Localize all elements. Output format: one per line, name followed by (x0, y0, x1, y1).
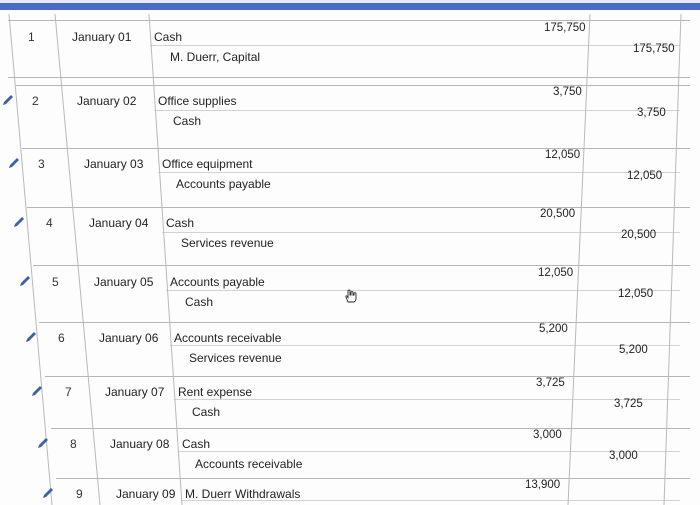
entry-number: 5 (52, 275, 59, 289)
entry-date[interactable]: January 05 (94, 275, 154, 289)
edit-pencil-icon[interactable] (2, 94, 14, 106)
edit-pencil-icon[interactable] (31, 385, 43, 397)
credit-account[interactable]: Services revenue (189, 351, 282, 365)
debit-amount[interactable]: 13,900 (525, 479, 561, 491)
credit-amount[interactable]: 5,200 (619, 344, 648, 356)
debit-account[interactable]: Cash (166, 216, 195, 230)
credit-account[interactable]: Cash (185, 295, 214, 309)
debit-amount[interactable]: 12,050 (538, 267, 574, 279)
entry-date[interactable]: January 04 (89, 216, 149, 230)
entry-date[interactable]: January 09 (116, 487, 176, 501)
credit-amount[interactable]: 3,750 (637, 107, 666, 119)
debit-amount[interactable]: 3,725 (536, 377, 565, 389)
entry-date[interactable]: January 06 (99, 331, 159, 345)
entry-date[interactable]: January 07 (105, 385, 165, 399)
entry-date[interactable]: January 08 (110, 437, 170, 451)
debit-amount[interactable]: 20,500 (540, 208, 576, 220)
entry-number: 7 (65, 385, 72, 399)
entry-number: 8 (70, 437, 77, 451)
credit-amount[interactable]: 12,050 (627, 170, 663, 182)
credit-amount[interactable]: 3,725 (614, 398, 643, 410)
entry-number: 3 (38, 157, 45, 171)
edit-pencil-icon[interactable] (37, 437, 49, 449)
credit-amount[interactable]: 12,050 (618, 288, 654, 300)
credit-amount[interactable]: 175,750 (633, 43, 675, 55)
debit-account[interactable]: Accounts receivable (174, 331, 282, 345)
debit-account[interactable]: Accounts payable (170, 275, 265, 289)
debit-amount[interactable]: 3,000 (533, 429, 562, 441)
debit-account[interactable]: Office supplies (158, 94, 237, 108)
entry-number: 6 (58, 331, 65, 345)
edit-pencil-icon[interactable] (13, 216, 25, 228)
credit-account[interactable]: Accounts receivable (195, 457, 303, 471)
debit-account[interactable]: Rent expense (178, 385, 253, 399)
entry-number: 4 (46, 216, 53, 230)
debit-account[interactable]: Cash (182, 437, 211, 451)
debit-account[interactable]: Cash (154, 30, 183, 44)
entry-date[interactable]: January 02 (77, 94, 137, 108)
edit-pencil-icon[interactable] (8, 157, 20, 169)
credit-amount[interactable]: 3,000 (609, 450, 638, 462)
edit-pencil-icon[interactable] (19, 275, 31, 287)
credit-amount[interactable]: 20,500 (621, 229, 657, 241)
entry-date[interactable]: January 03 (84, 157, 144, 171)
entry-number: 1 (28, 30, 35, 44)
credit-account[interactable]: Services revenue (181, 236, 274, 250)
debit-amount[interactable]: 5,200 (539, 323, 568, 335)
debit-amount[interactable]: 175,750 (544, 22, 586, 34)
edit-pencil-icon[interactable] (42, 487, 54, 499)
entry-date[interactable]: January 01 (72, 30, 132, 44)
hand-cursor-icon (343, 289, 359, 303)
credit-account[interactable]: Cash (173, 114, 202, 128)
edit-pencil-icon[interactable] (25, 331, 37, 343)
credit-account[interactable]: M. Duerr, Capital (170, 50, 261, 64)
debit-amount[interactable]: 12,050 (545, 149, 581, 161)
debit-account[interactable]: M. Duerr Withdrawals (185, 487, 301, 501)
entry-number: 2 (32, 94, 39, 108)
credit-account[interactable]: Accounts payable (176, 177, 271, 191)
entry-number: 9 (76, 487, 83, 501)
credit-account[interactable]: Cash (192, 405, 221, 419)
debit-account[interactable]: Office equipment (162, 157, 253, 171)
debit-amount[interactable]: 3,750 (553, 86, 582, 98)
